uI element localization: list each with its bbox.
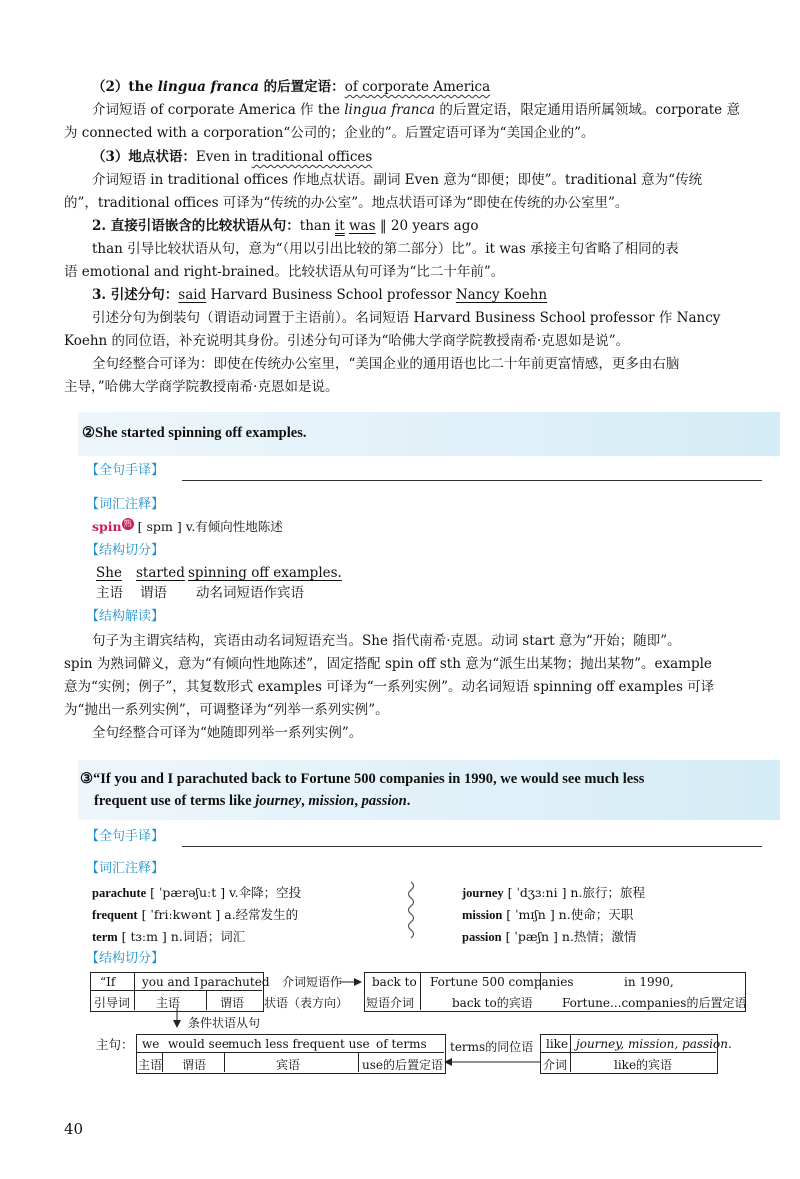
- paragraph-line: 介词短语 of corporate America 作 the lingua franca 的后置定语，限定通用语所属领域。corporate 意: [92, 102, 740, 118]
- label-subject: 主语: [156, 996, 181, 1010]
- label-prep: 介词: [543, 1058, 568, 1072]
- paragraph-line: 语 emotional and right-brained。比较状语从句可译为“比二十年前”。: [64, 264, 505, 280]
- split-word: She: [96, 565, 122, 581]
- example-title: ②She started spinning off examples.: [82, 425, 307, 441]
- label-predicate: 谓语: [220, 996, 245, 1010]
- heading-3: （3）地点状语：Even in traditional offices: [92, 149, 373, 165]
- word-like: like: [546, 1037, 569, 1051]
- arrow-down-icon: [170, 1008, 184, 1030]
- section-heading: 3. 引述分句：said Harvard Business School professor Nancy Koehn: [92, 287, 548, 303]
- vocab-entry: passion [ ˈpæʃn ] n.热情；激情: [462, 929, 637, 944]
- divider: [224, 1052, 225, 1072]
- example-title-line2: frequent use of terms like journey, mission, passion.: [94, 793, 411, 809]
- label-appositive: terms的同位语: [450, 1040, 534, 1054]
- split-label: 主语: [96, 585, 123, 601]
- paragraph-line: 主导，”哈佛大学商学院教授南希·克恩如是说。: [64, 379, 339, 395]
- paragraph-line: 全句经整合可译为：即使在传统办公室里，“美国企业的通用语也比二十年前更富情感，更多由右脑: [92, 356, 680, 372]
- divider: [358, 1052, 359, 1072]
- tag-explain: 【结构解读】: [86, 609, 165, 624]
- paragraph-line: 意为“实例；例子”，其复数形式 examples 可译为“一系列实例”。动名词短语 spinning off examples 可译: [64, 679, 715, 695]
- tag-split: 【结构切分】: [86, 951, 165, 966]
- paragraph-line: 介词短语 in traditional offices 作地点状语。副词 Even 意为“即便；即使”。traditional 意为“传统: [92, 172, 703, 188]
- label-adverbial: 状语（表方向）: [264, 996, 349, 1010]
- section-heading: 2. 直接引语嵌含的比较状语从句：than it was ‖ 20 years ago: [92, 218, 479, 234]
- label-phrasal-prep: 短语介词: [366, 996, 415, 1010]
- split-label: 动名词短语作宾语: [196, 585, 304, 601]
- spiral-divider-icon: [404, 880, 418, 950]
- vocab-entry: journey [ ˈdʒɜːni ] n.旅行；旅程: [462, 885, 645, 900]
- arrow-right-icon: [340, 976, 366, 988]
- divider: [134, 972, 135, 1010]
- word-back-to: back to: [372, 975, 417, 989]
- vocab-entry: mission [ ˈmɪʃn ] n.使命；天职: [462, 907, 634, 922]
- tag-translate: 【全句手译】: [86, 463, 165, 478]
- label-predicate: 谓语: [182, 1058, 207, 1072]
- divider: [570, 1034, 571, 1072]
- arrow-left-icon: [444, 1056, 540, 1068]
- answer-line: [182, 846, 762, 847]
- paragraph-line: spin 为熟词僻义，意为“有倾向性地陈述”，固定搭配 spin off sth 意为“派生出某物；抛出某物”。example: [64, 656, 712, 672]
- word-subject: you and I: [142, 975, 199, 989]
- label-subject: 主语: [138, 1058, 163, 1072]
- word-fortune: Fortune 500 companies: [430, 975, 574, 989]
- word-jmp: journey, mission, passion.: [576, 1037, 732, 1051]
- paragraph-line: Koehn 的同位语，补充说明其身份。引述分句可译为“哈佛大学商学院教授南希·克恩如是说”。: [64, 333, 630, 349]
- word-much-less: much less frequent use: [228, 1037, 370, 1051]
- vocab-entry: frequent [ ˈfriːkwənt ] a.经常发生的: [92, 907, 299, 922]
- tag-vocab: 【词汇注释】: [86, 497, 165, 512]
- split-label: 谓语: [140, 585, 167, 601]
- word-of-terms: of terms: [376, 1037, 427, 1051]
- tag-vocab: 【词汇注释】: [86, 861, 165, 876]
- paragraph-line: 引述分句为倒装句（谓语动词置于主语前）。名词短语 Harvard Business School professor 作 Nancy: [92, 310, 721, 326]
- vocab-entry: spin $^熟$ [ spɪn ] v.有倾向性地陈述: [92, 518, 283, 534]
- label-back-to-object: back to的宾语: [452, 996, 533, 1010]
- word-we: we: [142, 1037, 160, 1051]
- paragraph-line: than 引导比较状语从句，意为“（用以引出比较的第二部分）比”。it was 承接主句省略了相同的表: [92, 241, 679, 257]
- paragraph-line: 的”，traditional offices 可译为“传统的办公室”。地点状语可译为“即使在传统的办公室里”。: [64, 195, 629, 211]
- label-lead: 引导词: [94, 996, 131, 1010]
- familiar-badge-icon: 熟: [123, 518, 132, 528]
- answer-line: [182, 480, 762, 481]
- page-number: 40: [64, 1120, 84, 1138]
- word-in-1990: in 1990,: [624, 975, 674, 989]
- paragraph-line: 全句经整合可译为“她随即列举一系列实例”。: [92, 725, 363, 741]
- label-conditional: 条件状语从句: [188, 1016, 261, 1030]
- vocab-entry: term [ tɜːm ] n.词语；词汇: [92, 929, 246, 944]
- paragraph-line: 为 connected with a corporation“公司的；企业的”。后置定语可译为“美国企业的”。: [64, 125, 595, 141]
- vocab-entry: parachute [ ˈpærəʃuːt ] v.伞降；空投: [92, 885, 302, 900]
- divider: [420, 972, 421, 1010]
- label-like-object: like的宾语: [614, 1058, 673, 1072]
- note-prep-phrase: 介词短语作: [282, 975, 343, 989]
- word-if: “If: [100, 975, 116, 989]
- label-object: 宾语: [276, 1058, 301, 1072]
- paragraph-line: 句子为主谓宾结构，宾语由动名词短语充当。She 指代南希·克恩。动词 start 意为“开始；随即”。: [92, 633, 681, 649]
- heading-2: （2）the lingua franca 的后置定语：of corporate America: [92, 79, 491, 95]
- divider: [162, 1052, 163, 1072]
- label-use-post: use的后置定语: [362, 1058, 443, 1072]
- divider: [206, 990, 207, 1010]
- label-main-clause: 主句：: [96, 1037, 134, 1052]
- split-word: spinning off examples.: [188, 565, 342, 581]
- tag-translate: 【全句手译】: [86, 829, 165, 844]
- word-would-see: would see: [168, 1037, 229, 1051]
- word-predicate: parachuted: [200, 975, 270, 989]
- example-title: ③“If you and I parachuted back to Fortune 500 companies in 1990, we would see much less: [80, 771, 645, 787]
- split-word: started: [136, 565, 185, 581]
- label-fortune-post: Fortune...companies的后置定语: [562, 996, 747, 1010]
- tag-split: 【结构切分】: [86, 543, 165, 558]
- paragraph-line: 为“抛出一系列实例”，可调整译为“列举一系列实例”。: [64, 702, 389, 718]
